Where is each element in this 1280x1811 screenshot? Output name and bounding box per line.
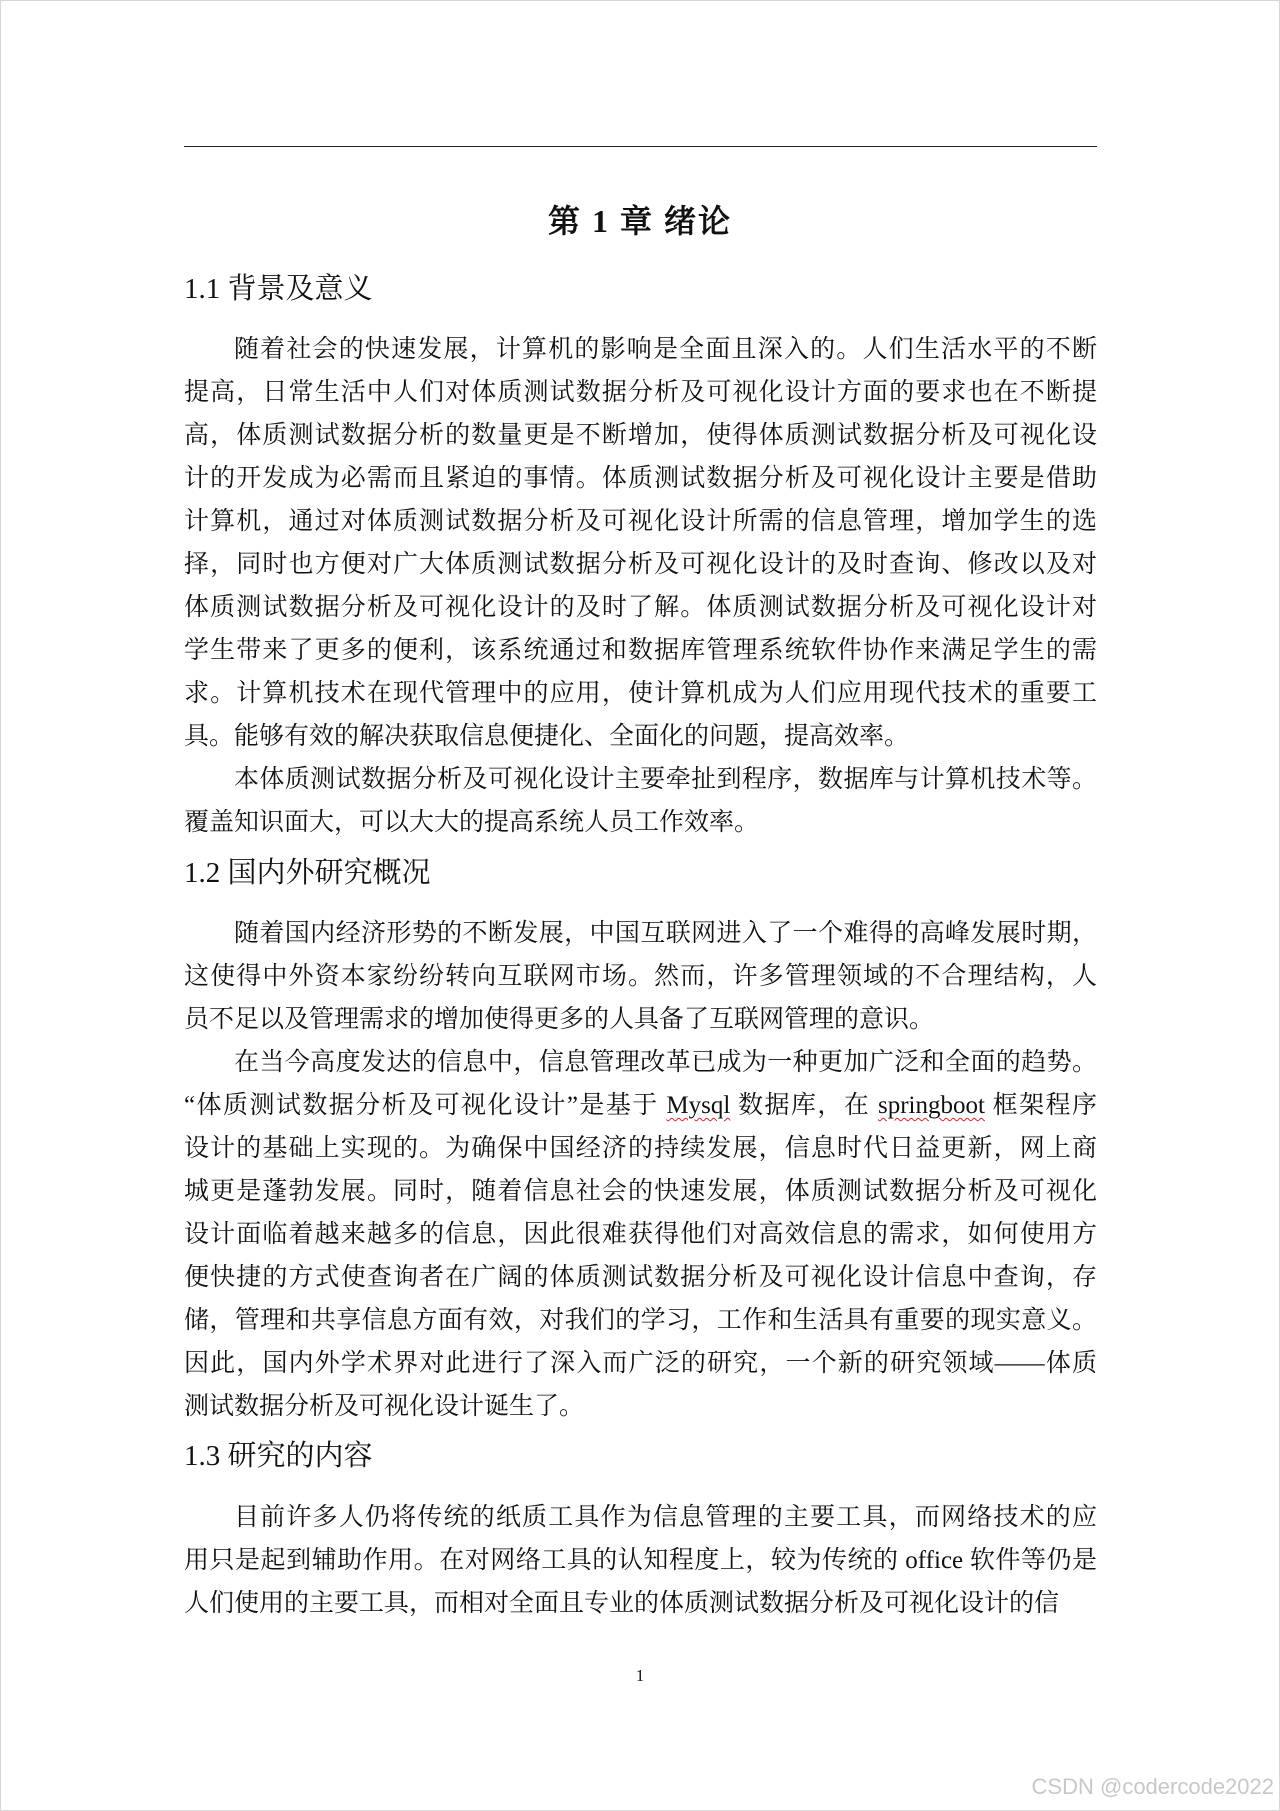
text-line: 人们使用的主要工具，而相对全面且专业的体质测试数据分析及可视化设计的信 xyxy=(184,1590,1060,1617)
header-rule xyxy=(184,146,1097,147)
text-line: 体质测试数据分析及可视化设计的及时了解。体质测试数据分析及可视化设计对 xyxy=(184,594,1097,621)
chapter-title: 第 1 章 绪论 xyxy=(547,203,732,239)
section-heading-1-3: 1.3 研究的内容 xyxy=(184,1440,373,1472)
text-line: 计算机，通过对体质测试数据分析及可视化设计所需的信息管理，增加学生的选 xyxy=(184,508,1097,535)
text-line: 具。能够有效的解决获取信息便捷化、全面化的问题，提高效率。 xyxy=(184,723,910,750)
text-line: 高，体质测试数据分析的数量更是不断增加，使得体质测试数据分析及可视化设 xyxy=(184,422,1097,449)
section-body-1-3 xyxy=(184,1496,1097,1625)
text-line: 覆盖知识面大，可以大大的提高系统人员工作效率。 xyxy=(184,809,760,836)
text-line: 城更是蓬勃发展。同时，随着信息社会的快速发展，体质测试数据分析及可视化 xyxy=(184,1178,1097,1205)
text-line: 设计面临着越来越多的信息，因此很难获得他们对高效信息的需求，如何使用方 xyxy=(184,1221,1097,1248)
section-body-1-2 xyxy=(184,912,1097,1428)
text-line: 设计的基础上实现的。为确保中国经济的持续发展，信息时代日益更新，网上商 xyxy=(184,1135,1097,1162)
text-line: 计的开发成为必需而且紧迫的事情。体质测试数据分析及可视化设计主要是借助 xyxy=(184,465,1097,492)
section-heading-1-2: 1.2 国内外研究概况 xyxy=(184,857,431,889)
text-line: 因此，国内外学术界对此进行了深入而广泛的研究，一个新的研究领域——体质 xyxy=(184,1350,1097,1377)
text-line: 提高，日常生活中人们对体质测试数据分析及可视化设计方面的要求也在不断提 xyxy=(184,379,1097,406)
page-number: 1 xyxy=(635,1666,645,1685)
text-line: 便快捷的方式使查询者在广阔的体质测试数据分析及可视化设计信息中查询，存 xyxy=(184,1264,1097,1291)
watermark: CSDN @codercode2022 xyxy=(1031,1774,1274,1799)
text-line: 随着社会的快速发展，计算机的影响是全面且深入的。人们生活水平的不断 xyxy=(234,336,1097,363)
text-line: 随着国内经济形势的不断发展，中国互联网进入了一个难得的高峰发展时期， xyxy=(234,920,1097,947)
text-line: 目前许多人仍将传统的纸质工具作为信息管理的主要工具，而网络技术的应 xyxy=(234,1504,1097,1531)
text-line: 择，同时也方便对广大体质测试数据分析及可视化设计的及时查询、修改以及对 xyxy=(184,551,1097,578)
text-line: 储，管理和共享信息方面有效，对我们的学习，工作和生活具有重要的现实意义。 xyxy=(184,1307,1097,1334)
text-line: 在当今高度发达的信息中，信息管理改革已成为一种更加广泛和全面的趋势。 xyxy=(234,1049,1097,1076)
spellcheck-word: springboot xyxy=(877,1092,985,1119)
text-line: 求。计算机技术在现代管理中的应用，使计算机成为人们应用现代技术的重要工 xyxy=(184,680,1097,707)
text-line: 用只是起到辅助作用。在对网络工具的认知程度上，较为传统的 office 软件等仍是 xyxy=(184,1547,1097,1574)
spellcheck-word: Mysql xyxy=(666,1092,731,1119)
section-heading-1-1: 1.1 背景及意义 xyxy=(184,273,373,305)
text-line: 本体质测试数据分析及可视化设计主要牵扯到程序，数据库与计算机技术等。 xyxy=(234,766,1097,793)
text-line: 学生带来了更多的便利，该系统通过和数据库管理系统软件协作来满足学生的需 xyxy=(184,637,1097,664)
text-line: “体质测试数据分析及可视化设计”是基于 Mysql 数据库，在 springboot 框架程序 xyxy=(184,1092,1097,1119)
text-line: 这使得中外资本家纷纷转向互联网市场。然而，许多管理领域的不合理结构，人 xyxy=(184,963,1097,990)
text-line: 员不足以及管理需求的增加使得更多的人具备了互联网管理的意识。 xyxy=(184,1006,935,1033)
section-body-1-1 xyxy=(184,328,1097,844)
text-line: 测试数据分析及可视化设计诞生了。 xyxy=(184,1393,585,1420)
